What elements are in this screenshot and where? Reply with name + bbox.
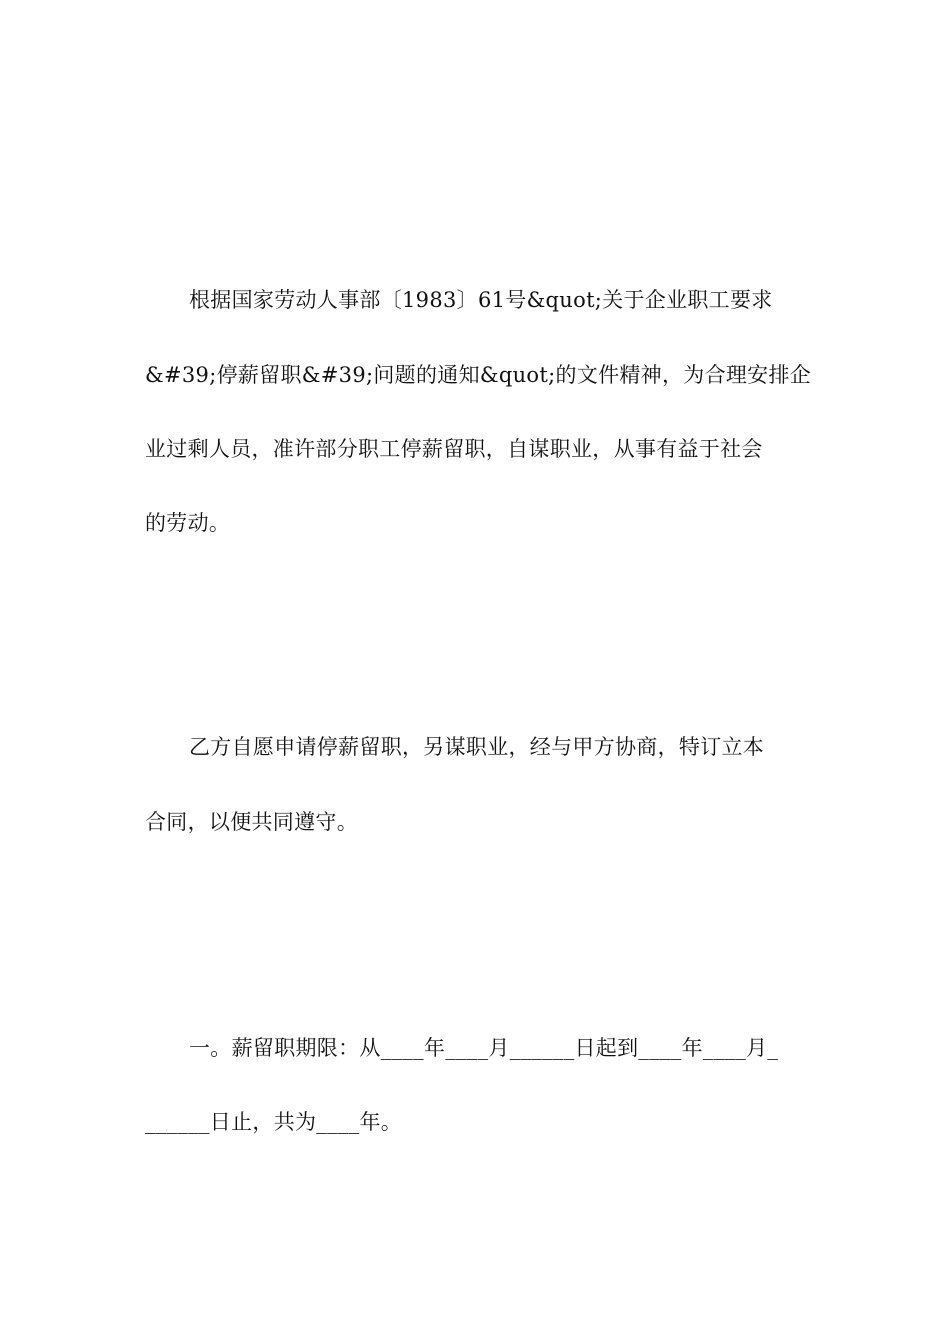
paragraph-2-line-1: 乙方自愿申请停薪留职，另谋职业，经与甲方协商，特订立本 (189, 735, 765, 759)
paragraph-3-line-2: ______日止，共为____年。 (145, 1110, 403, 1134)
paragraph-1-line-2: &#39;停薪留职&#39;问题的通知&quot;的文件精神，为合理安排企 (145, 363, 812, 387)
paragraph-2-line-2: 合同，以便共同遵守。 (145, 810, 358, 834)
paragraph-1-line-4: 的劳动。 (145, 511, 231, 535)
paragraph-1-line-3: 业过剩人员，准许部分职工停薪留职，自谋职业，从事有益于社会 (145, 437, 763, 461)
paragraph-1-line-1: 根据国家劳动人事部〔1983〕61号&quot;关于企业职工要求 (189, 288, 773, 312)
paragraph-3-line-1: 一。薪留职期限：从____年____月______日起到____年____月_ (189, 1036, 779, 1060)
